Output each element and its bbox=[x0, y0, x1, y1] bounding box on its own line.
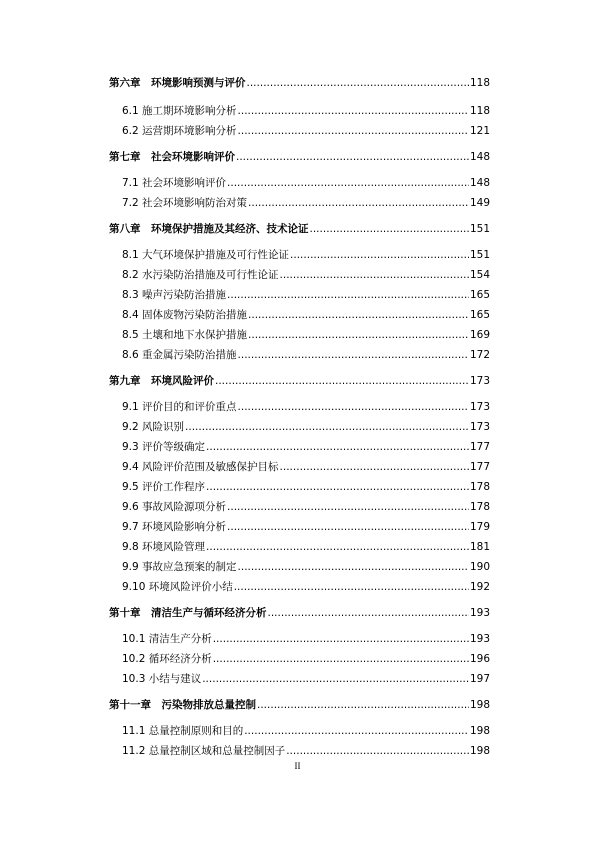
toc-entry-title: 9.5 评价工作程序 bbox=[122, 481, 206, 493]
toc-entry-section[interactable] bbox=[122, 122, 490, 138]
toc-entry-section[interactable] bbox=[122, 194, 490, 210]
toc-entry-title: 8.1 大气环境保护措施及可行性论证 bbox=[122, 249, 290, 261]
toc-entry-title: 第六章 环境影响预测与评价 bbox=[109, 77, 246, 89]
dot-leader bbox=[257, 698, 469, 712]
toc-entry-page: 172 bbox=[469, 349, 490, 361]
toc-entry-page: 173 bbox=[469, 421, 490, 433]
toc-entry-page: 192 bbox=[469, 581, 490, 593]
toc-entry-page: 196 bbox=[469, 653, 490, 665]
toc-entry-page: 178 bbox=[469, 501, 490, 513]
toc-entry-page: 198 bbox=[469, 725, 490, 737]
toc-entry-section[interactable] bbox=[122, 722, 490, 738]
toc-entry-title: 9.8 环境风险管理 bbox=[122, 541, 206, 553]
dot-leader bbox=[227, 500, 469, 514]
toc-entry-page: 148 bbox=[469, 151, 490, 163]
dot-leader bbox=[247, 76, 469, 90]
toc-entry-page: 181 bbox=[469, 541, 490, 553]
dot-leader bbox=[185, 420, 469, 434]
toc-entry-title: 11.1 总量控制原则和目的 bbox=[122, 725, 244, 737]
dot-leader bbox=[310, 222, 469, 236]
dot-leader bbox=[227, 288, 469, 302]
toc-entry-page: 154 bbox=[469, 269, 490, 281]
toc-entry-title: 9.1 评价目的和评价重点 bbox=[122, 401, 237, 413]
toc-entry-title: 10.1 清洁生产分析 bbox=[122, 633, 212, 645]
toc-entry-section[interactable] bbox=[122, 102, 490, 118]
dot-leader bbox=[280, 268, 469, 282]
dot-leader bbox=[234, 580, 469, 594]
toc-entry-chapter[interactable] bbox=[109, 372, 490, 388]
toc-entry-title: 9.4 风险评价范围及敏感保护目标 bbox=[122, 461, 279, 473]
toc-entry-title: 9.3 评价等级确定 bbox=[122, 441, 206, 453]
toc-entry-page: 165 bbox=[469, 289, 490, 301]
toc-entry-section[interactable] bbox=[122, 266, 490, 282]
dot-leader bbox=[227, 176, 469, 190]
toc-entry-title: 8.5 土壤和地下水保护措施 bbox=[122, 329, 248, 341]
dot-leader bbox=[244, 724, 469, 738]
toc-entry-section[interactable] bbox=[122, 650, 490, 666]
toc-entry-section[interactable] bbox=[122, 246, 490, 262]
dot-leader bbox=[290, 248, 469, 262]
toc-entry-page: 173 bbox=[469, 401, 490, 413]
dot-leader bbox=[248, 328, 469, 342]
toc-entry-title: 9.10 环境风险评价小结 bbox=[122, 581, 233, 593]
toc-entry-section[interactable] bbox=[122, 578, 490, 594]
toc-entry-chapter[interactable] bbox=[109, 604, 490, 620]
toc-entry-title: 6.1 施工期环境影响分析 bbox=[122, 105, 237, 117]
dot-leader bbox=[215, 374, 469, 388]
toc-entry-title: 8.6 重金属污染防治措施 bbox=[122, 349, 237, 361]
toc-entry-title: 9.2 风险识别 bbox=[122, 421, 185, 433]
toc-entry-page: 165 bbox=[469, 309, 490, 321]
toc-entry-page: 121 bbox=[469, 125, 490, 137]
toc-entry-section[interactable] bbox=[122, 438, 490, 454]
dot-leader bbox=[227, 520, 469, 534]
toc-entry-page: 193 bbox=[469, 633, 490, 645]
toc-entry-page: 177 bbox=[469, 441, 490, 453]
toc-entry-section[interactable] bbox=[122, 326, 490, 342]
toc-entry-chapter[interactable] bbox=[109, 220, 490, 236]
dot-leader bbox=[268, 606, 469, 620]
toc-entry-chapter[interactable] bbox=[109, 74, 490, 90]
toc-entry-title: 10.2 循环经济分析 bbox=[122, 653, 212, 665]
toc-entry-title: 9.6 事故风险源项分析 bbox=[122, 501, 227, 513]
toc-entry-section[interactable] bbox=[122, 630, 490, 646]
toc-entry-page: 169 bbox=[469, 329, 490, 341]
toc-entry-section[interactable] bbox=[122, 398, 490, 414]
toc-entry-page: 198 bbox=[469, 745, 490, 757]
toc-entry-page: 198 bbox=[469, 699, 490, 711]
dot-leader bbox=[238, 104, 469, 118]
toc-entry-title: 6.2 运营期环境影响分析 bbox=[122, 125, 237, 137]
toc-entry-page: 179 bbox=[469, 521, 490, 533]
toc-entry-section[interactable] bbox=[122, 418, 490, 434]
toc-entry-title: 10.3 小结与建议 bbox=[122, 673, 202, 685]
dot-leader bbox=[236, 150, 469, 164]
toc-entry-title: 9.9 事故应急预案的制定 bbox=[122, 561, 237, 573]
toc-entry-title: 9.7 环境风险影响分析 bbox=[122, 521, 227, 533]
dot-leader bbox=[286, 744, 469, 758]
toc-entry-section[interactable] bbox=[122, 498, 490, 514]
dot-leader bbox=[238, 560, 469, 574]
toc-entry-title: 8.4 固体废物污染防治措施 bbox=[122, 309, 248, 321]
toc-entry-page: 149 bbox=[469, 197, 490, 209]
toc-entry-page: 148 bbox=[469, 177, 490, 189]
toc-entry-page: 197 bbox=[469, 673, 490, 685]
toc-entry-title: 8.3 噪声污染防治措施 bbox=[122, 289, 227, 301]
toc-entry-section[interactable] bbox=[122, 458, 490, 474]
dot-leader bbox=[206, 480, 469, 494]
toc-entry-page: 173 bbox=[469, 375, 490, 387]
dot-leader bbox=[202, 672, 469, 686]
dot-leader bbox=[213, 652, 469, 666]
dot-leader bbox=[206, 440, 469, 454]
toc-entry-chapter[interactable] bbox=[109, 148, 490, 164]
toc-entry-section[interactable] bbox=[122, 346, 490, 362]
toc-entry-section[interactable] bbox=[122, 538, 490, 554]
toc-entry-page: 151 bbox=[469, 223, 490, 235]
toc-entry-title: 第十一章 污染物排放总量控制 bbox=[109, 699, 256, 711]
toc-entry-title: 第十章 清洁生产与循环经济分析 bbox=[109, 607, 267, 619]
toc-entry-section[interactable] bbox=[122, 478, 490, 494]
dot-leader bbox=[248, 308, 469, 322]
toc-entry-title: 7.1 社会环境影响评价 bbox=[122, 177, 227, 189]
dot-leader bbox=[248, 196, 469, 210]
toc-entry-page: 118 bbox=[469, 105, 490, 117]
toc-entry-section[interactable] bbox=[122, 670, 490, 686]
toc-entry-page: 193 bbox=[469, 607, 490, 619]
dot-leader bbox=[213, 632, 469, 646]
dot-leader bbox=[280, 460, 469, 474]
dot-leader bbox=[238, 348, 469, 362]
dot-leader bbox=[238, 400, 469, 414]
toc-entry-title: 第七章 社会环境影响评价 bbox=[109, 151, 235, 163]
dot-leader bbox=[238, 124, 469, 138]
toc-entry-section[interactable] bbox=[122, 174, 490, 190]
page-number: II bbox=[294, 761, 301, 771]
toc-entry-page: 118 bbox=[469, 77, 490, 89]
toc-entry-section[interactable] bbox=[122, 306, 490, 322]
dot-leader bbox=[206, 540, 469, 554]
toc-entry-chapter[interactable] bbox=[109, 696, 490, 712]
toc-entry-section[interactable] bbox=[122, 742, 490, 758]
toc-entry-title: 11.2 总量控制区域和总量控制因子 bbox=[122, 745, 286, 757]
toc-entry-title: 7.2 社会环境影响防治对策 bbox=[122, 197, 248, 209]
toc-entry-section[interactable] bbox=[122, 286, 490, 302]
toc-entry-section[interactable] bbox=[122, 518, 490, 534]
toc-entry-page: 177 bbox=[469, 461, 490, 473]
toc-entry-title: 第八章 环境保护措施及其经济、技术论证 bbox=[109, 223, 309, 235]
toc-entry-title: 8.2 水污染防治措施及可行性论证 bbox=[122, 269, 279, 281]
toc-entry-page: 178 bbox=[469, 481, 490, 493]
toc-entry-page: 190 bbox=[469, 561, 490, 573]
toc-entry-title: 第九章 环境风险评价 bbox=[109, 375, 214, 387]
toc-entry-page: 151 bbox=[469, 249, 490, 261]
toc-entry-section[interactable] bbox=[122, 558, 490, 574]
